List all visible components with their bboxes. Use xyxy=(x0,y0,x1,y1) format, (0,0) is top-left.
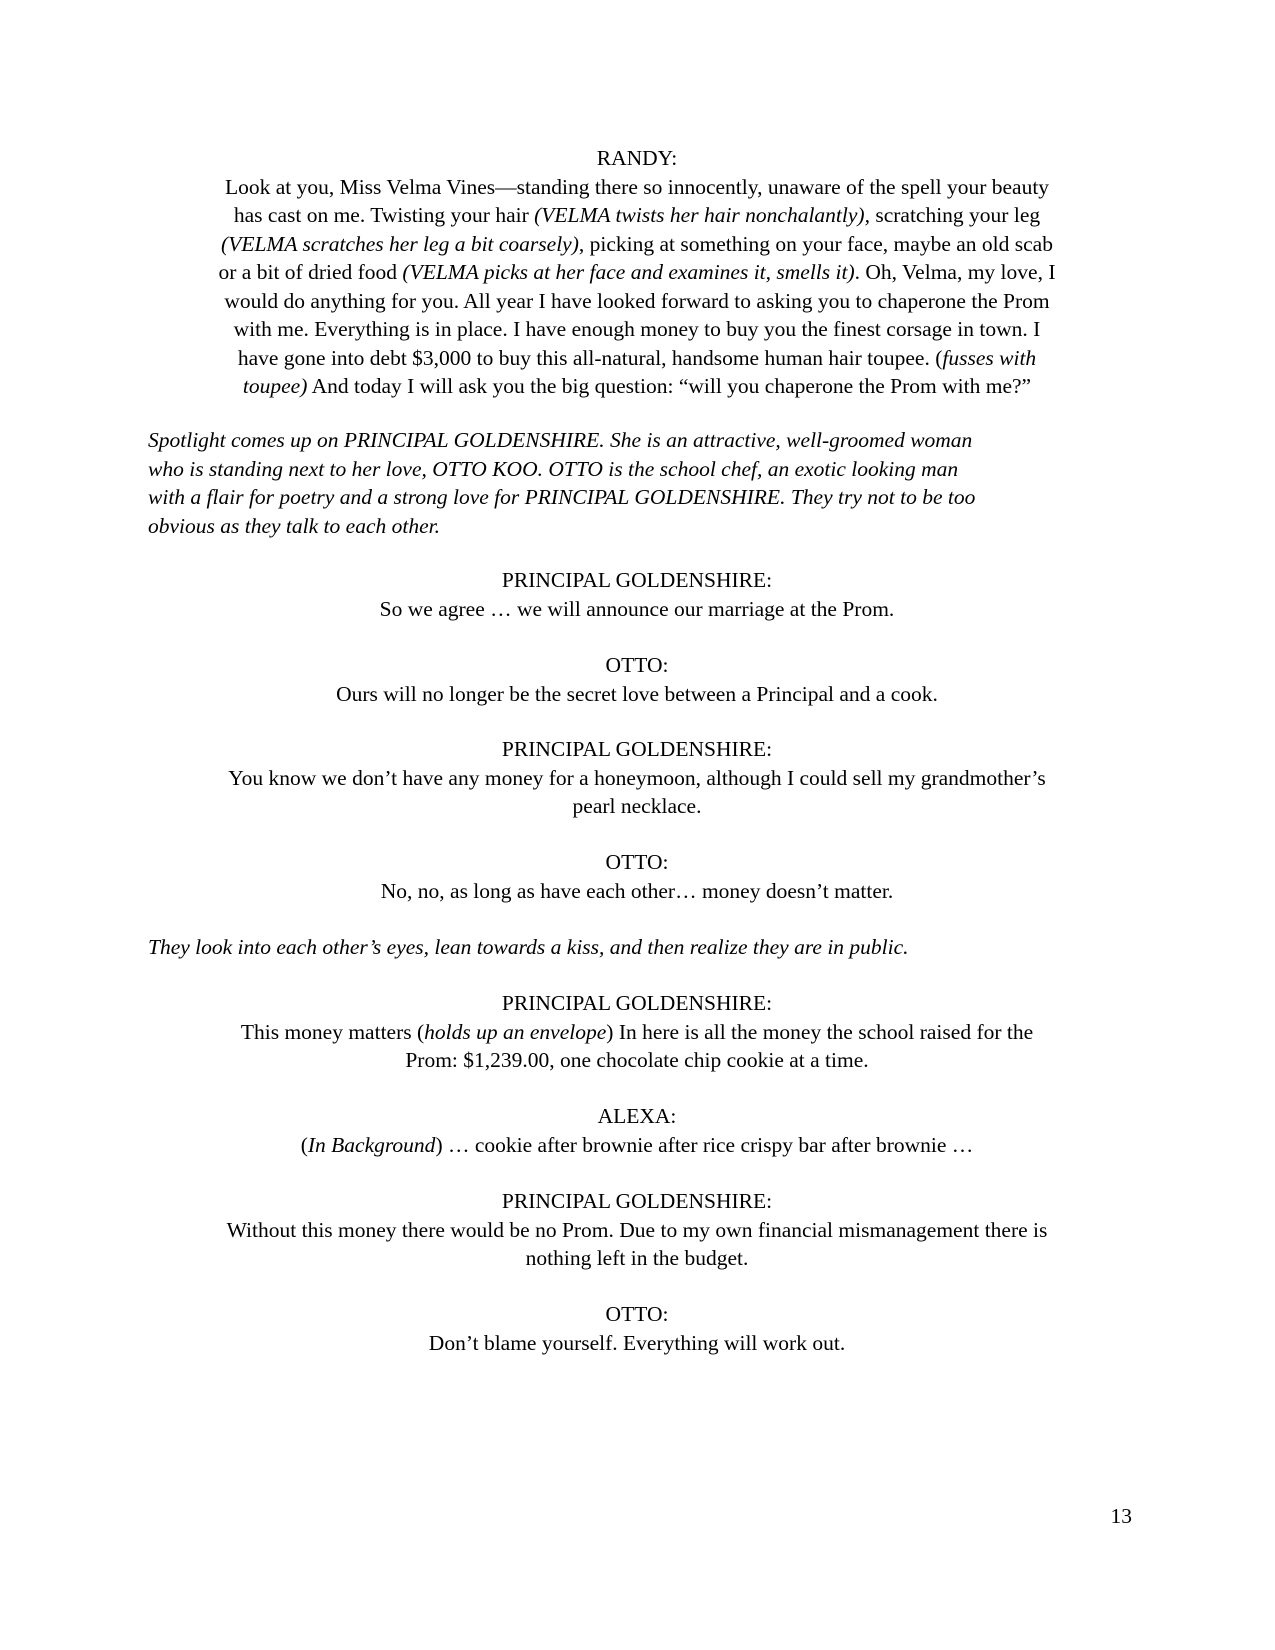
dialogue-principal-goldenshire xyxy=(148,1187,1126,1273)
stage-direction-inline: (VELMA scratches her leg a bit coarsely) xyxy=(221,231,579,256)
dialogue-line: Prom: $1,239.00, one chocolate chip cookie at a time. xyxy=(405,1048,869,1072)
stage-direction xyxy=(148,426,1126,540)
dialogue-line: pearl necklace. xyxy=(572,794,702,818)
direction-line: with a flair for poetry and a strong love for PRINCIPAL GOLDENSHIRE. They try not to be too xyxy=(148,485,976,509)
dialogue-line: Look at you, Miss Velma Vines—standing there so innocently, unaware of the spell your beauty xyxy=(224,174,1050,199)
stage-direction-inline: (VELMA picks at her face and examines it, smells it) xyxy=(402,260,855,284)
direction-line: Spotlight comes up on PRINCIPAL GOLDENSHIRE. She is an attractive, well-groomed woman xyxy=(148,428,973,452)
speaker-name: PRINCIPAL GOLDENSHIRE: xyxy=(501,568,773,592)
dialogue-line: with me. Everything is in place. I have enough money to buy you the finest corsage in town. I xyxy=(233,317,1041,341)
dialogue-line: has cast on me. Twisting your hair (VELMA twists her hair nonchalantly), scratching your leg xyxy=(233,203,1041,227)
stage-direction-inline: holds up an envelope xyxy=(424,1019,607,1044)
dialogue-line: (In Background) … cookie after brownie after rice crispy bar after brownie … xyxy=(300,1132,974,1157)
direction-line: who is standing next to her love, OTTO KOO. OTTO is the school chef, an exotic looking man xyxy=(148,456,959,481)
dialogue-line: or a bit of dried food (VELMA picks at her face and examines it, smells it). Oh, Velma, my love, I xyxy=(218,260,1056,284)
stage-direction-inline: In Background xyxy=(307,1132,436,1157)
stage-direction-inline: (VELMA twists her hair nonchalantly), xyxy=(534,203,870,227)
dialogue-alexa xyxy=(148,1102,1126,1159)
dialogue-principal-goldenshire xyxy=(148,566,1126,623)
dialogue-line: Don’t blame yourself. Everything will work out. xyxy=(428,1330,846,1355)
page-number: 13 xyxy=(1110,1504,1132,1528)
dialogue-line: nothing left in the budget. xyxy=(525,1246,749,1270)
dialogue-principal-goldenshire xyxy=(148,735,1126,821)
speaker-name: PRINCIPAL GOLDENSHIRE: xyxy=(501,1189,773,1213)
speaker-name: RANDY: xyxy=(596,146,678,170)
dialogue-otto xyxy=(148,848,1126,905)
dialogue-principal-goldenshire xyxy=(148,989,1126,1075)
dialogue-randy xyxy=(148,144,1126,401)
dialogue-otto xyxy=(148,1300,1126,1357)
dialogue-line: would do anything for you. All year I have looked forward to asking you to chaperone the Prom xyxy=(224,288,1050,313)
speaker-name: PRINCIPAL GOLDENSHIRE: xyxy=(501,737,773,761)
stage-direction-inline: fusses with xyxy=(942,345,1037,370)
speaker-name: OTTO: xyxy=(605,850,669,874)
dialogue-line: Ours will no longer be the secret love between a Principal and a cook. xyxy=(336,681,938,706)
stage-direction xyxy=(148,933,1126,962)
speaker-name: ALEXA: xyxy=(597,1104,677,1128)
direction-line: obvious as they talk to each other. xyxy=(148,513,440,538)
speaker-name: OTTO: xyxy=(605,1302,669,1326)
dialogue-line: No, no, as long as have each other… money doesn’t matter. xyxy=(380,878,894,903)
dialogue-otto xyxy=(148,651,1126,708)
dialogue-line: have gone into debt $3,000 to buy this all-natural, handsome human hair toupee. (fusses with xyxy=(237,345,1037,370)
dialogue-line: (VELMA scratches her leg a bit coarsely), picking at something on your face, maybe an old scab xyxy=(221,231,1053,256)
dialogue-line: So we agree … we will announce our marriage at the Prom. xyxy=(379,596,895,621)
dialogue-line: toupee) And today I will ask you the big question: “will you chaperone the Prom with me?” xyxy=(242,374,1032,398)
speaker-name: OTTO: xyxy=(605,653,669,677)
dialogue-line: You know we don’t have any money for a honeymoon, although I could sell my grandmother’s xyxy=(228,765,1046,790)
dialogue-line: Without this money there would be no Prom. Due to my own financial mismanagement there is xyxy=(226,1217,1048,1242)
stage-direction-inline: toupee) xyxy=(242,374,308,398)
direction-line: They look into each other’s eyes, lean towards a kiss, and then realize they are in public. xyxy=(148,935,909,959)
speaker-name: PRINCIPAL GOLDENSHIRE: xyxy=(501,991,773,1015)
dialogue-line: This money matters (holds up an envelope) In here is all the money the school raised for the xyxy=(240,1019,1034,1044)
